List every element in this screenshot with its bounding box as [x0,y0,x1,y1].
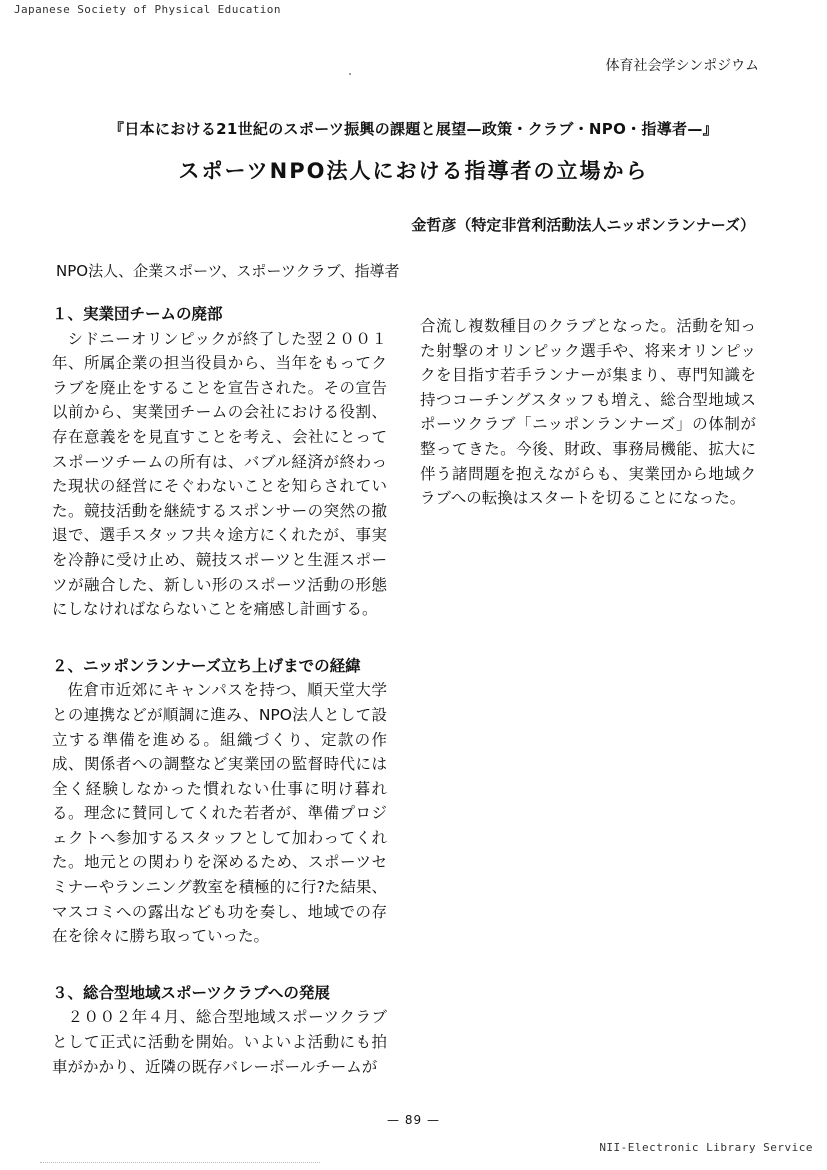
footer-divider [40,1162,320,1163]
series-label: 体育社会学シンポジウム [605,58,759,74]
stray-mark: ・ [345,70,355,81]
library-service-label: NII-Electronic Library Service [599,1141,813,1154]
society-name: Japanese Society of Physical Education [14,3,281,16]
section-body: 佐倉市近郊にキャンパスを持つ、順天堂大学との連携などが順調に進み、NPO法人として設立する準備を進める。組織づくり、定款の作成、関係者への調整など実業団の監督時代には全く経験しなかった慣れない仕事に明け暮れる。理念に賛同してくれた若者が、準備プロジェクトへ参加するスタッフとして加わってくれた。地元との関わりを深めるため、スポーツセミナーやランニング教室を積極的に行?た結果、マスコミへの露出なども功を奏し、地域での存在を徐々に勝ち取っていった。 [52,681,387,946]
section-heading: ２、ニッポンランナーズ立ち上げまでの経緯 [52,656,361,675]
author-line: 金哲彦（特定非営利活動法人ニッポンランナーズ） [411,216,755,234]
section-body: シドニーオリンピックが終了した翌２００１年、所属企業の担当役員から、当年をもってクラブを廃止をすることを宣告された。その宣告以前から、実業団チームの会社における役割、存在意義をを見直すことを考え、会社にとってスポーツチームの所有は、バブル経済が終わった現状の経営にそぐわないことを知らされていた。競技活動を継続するスポンサーの突然の撤退で、選手スタッフ共々途方にくれたが、事実を冷静に受け止め、競技スポーツと生涯スポーツが融合した、新しい形のスポーツ活動の形態にしなければならないことを痛感し計画する。 [52,329,387,619]
page-number: — 89 — [387,1113,440,1127]
left-column [52,302,387,1079]
section-1 [52,302,387,622]
symposium-subtitle: 『日本における21世紀のスポーツ振興の課題と展望—政策・クラブ・NPO・指導者—』 [109,120,718,138]
article-title: スポーツNPO法人における指導者の立場から [178,159,649,183]
section-heading: １、実業団チームの廃部 [52,305,223,323]
keywords: NPO法人、企業スポーツ、スポーツクラブ、指導者 [56,262,400,280]
section-3 [52,981,387,1079]
section-heading: ３、総合型地域スポーツクラブへの発展 [52,983,330,1002]
right-column [420,314,756,511]
section-body: ２００２年４月、総合型地域スポーツクラブとして正式に活動を開始。いよいよ活動にも拍車がかかり、近隣の既存バレーボールチームが [52,1008,387,1076]
section-body-continuation: 合流し複数種目のクラブとなった。活動を知った射撃のオリンピック選手や、将来オリンピックを目指す若手ランナーが集まり、専門知識を持つコーチングスタッフも増え、総合型地域スポーツクラブ「ニッポンランナーズ」の体制が整ってきた。今後、財政、事務局機能、拡大に伴う諸問題を抱えながらも、実業団から地域クラブへの転換はスタートを切ることになった。 [420,317,756,508]
section-2 [52,654,387,949]
